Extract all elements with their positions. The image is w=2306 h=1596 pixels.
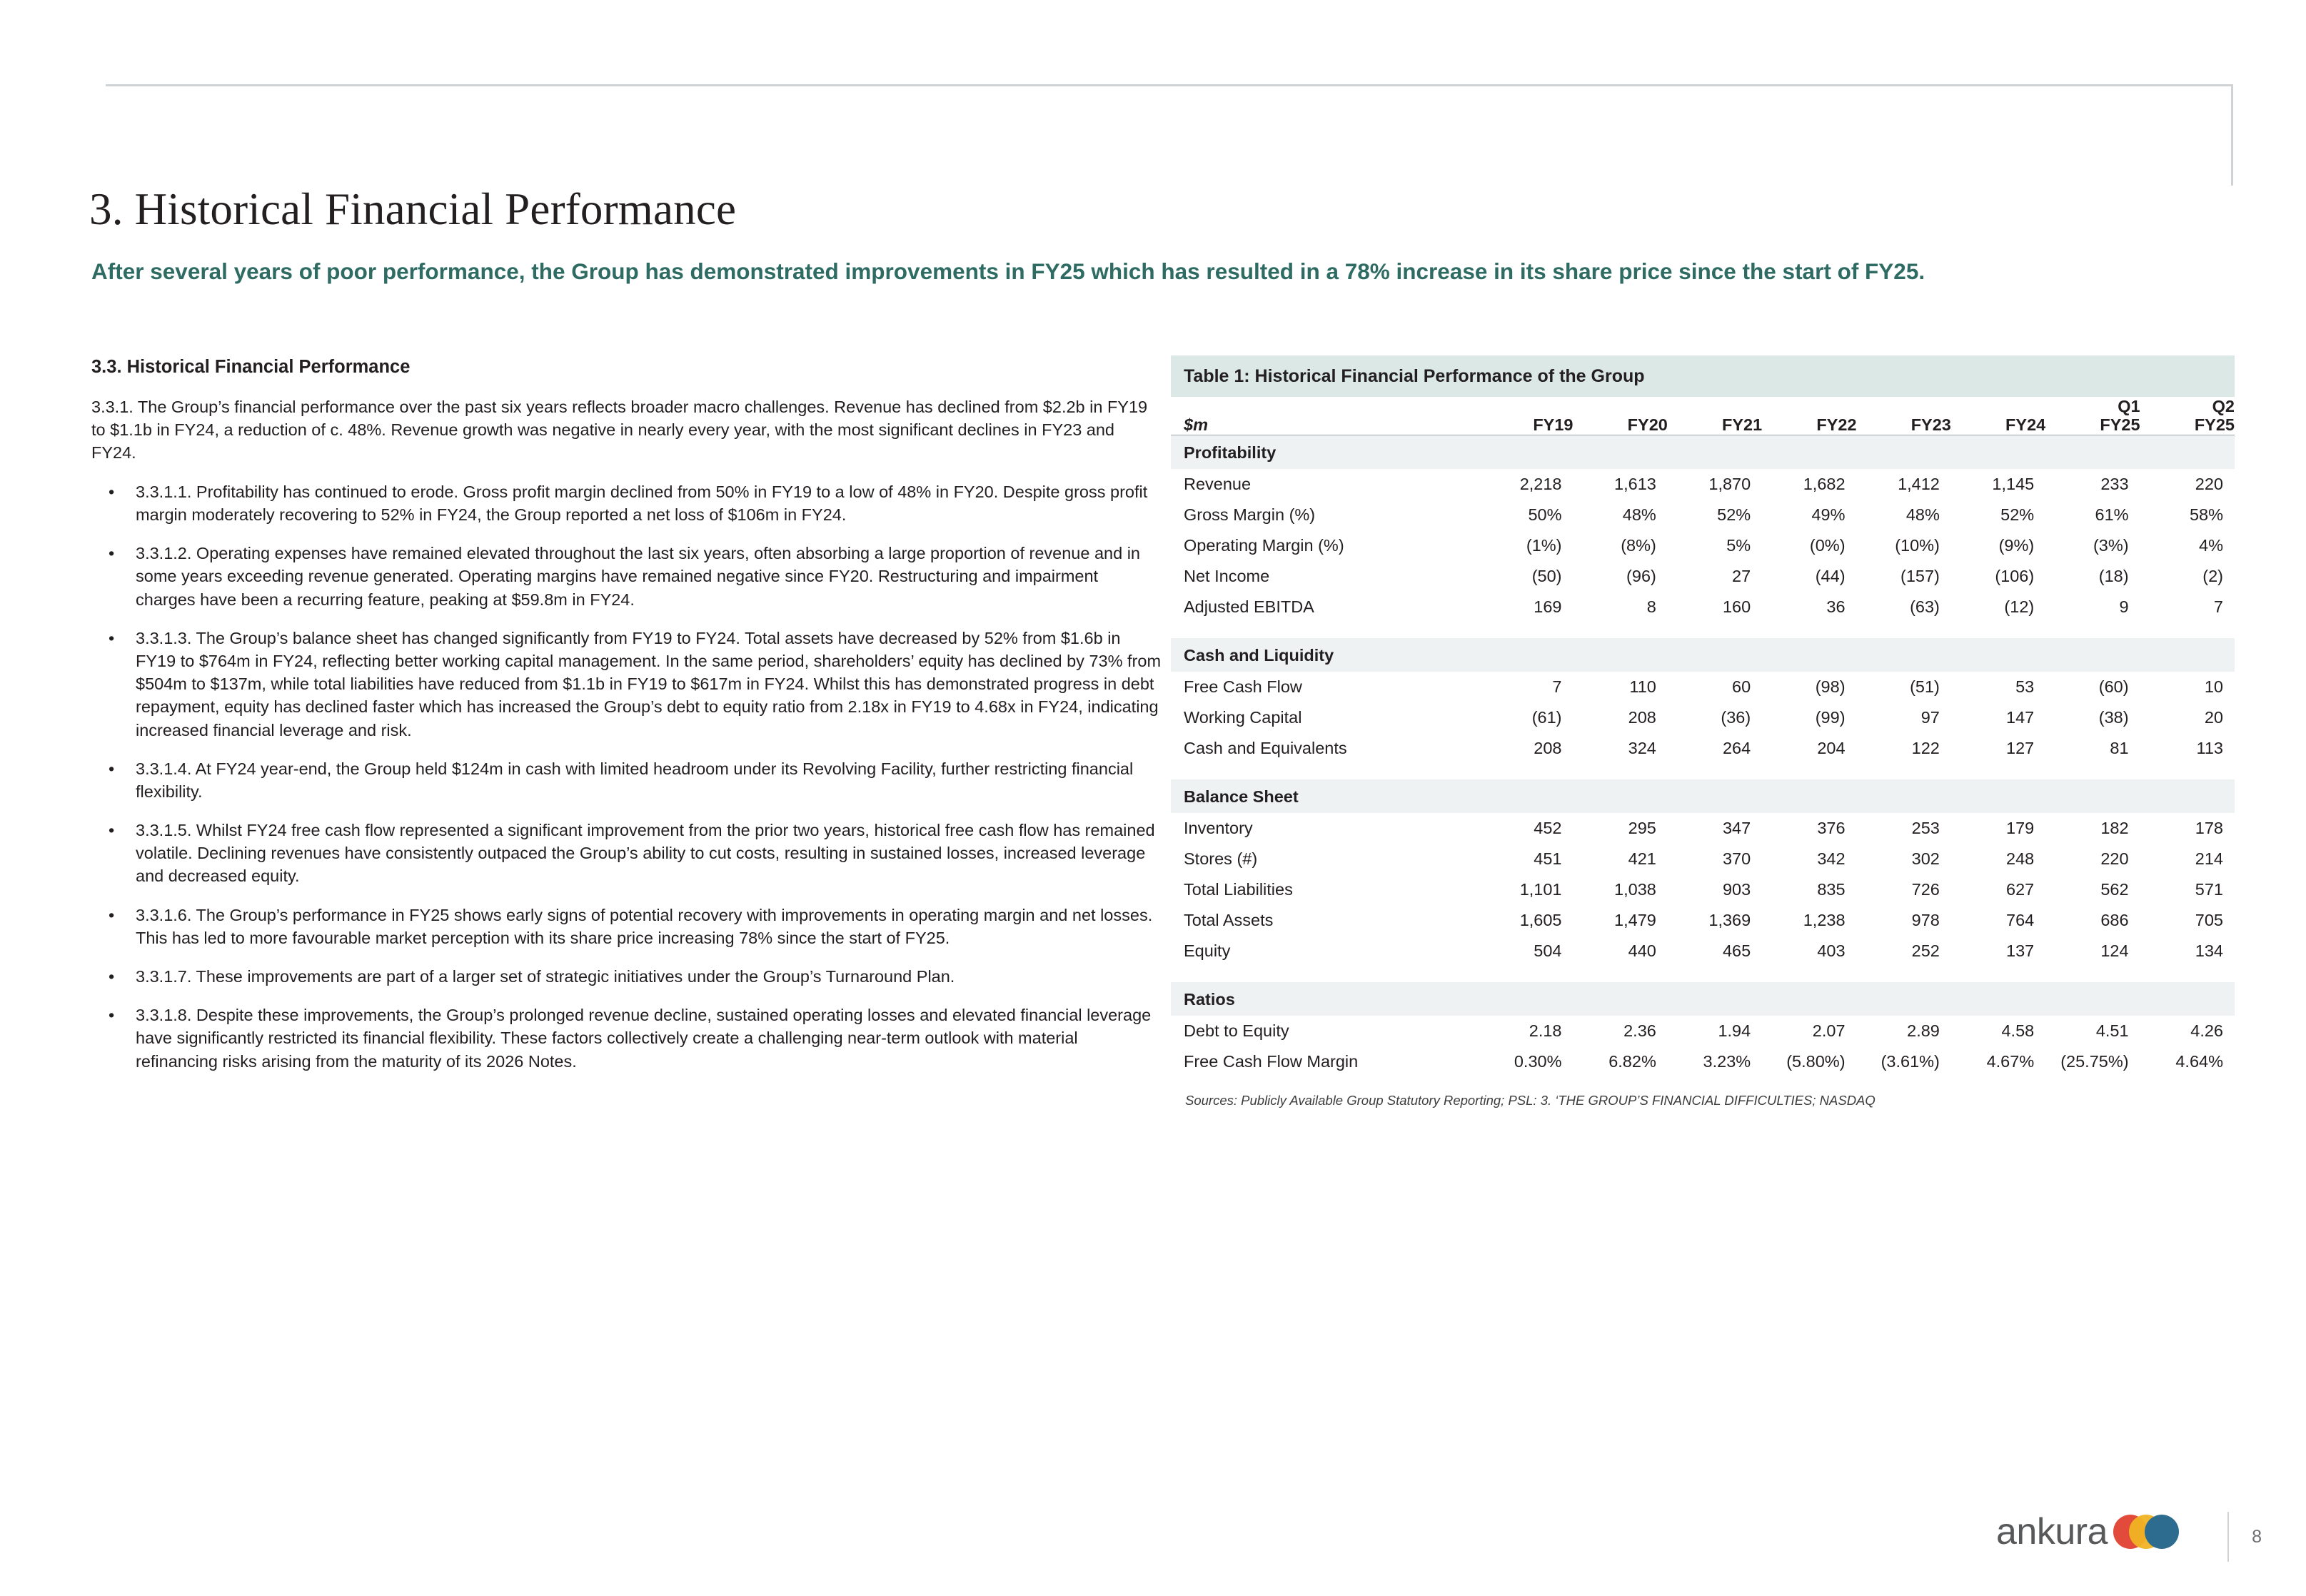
- cell: 53: [2015, 677, 2035, 696]
- cell: 182: [2100, 818, 2129, 837]
- cell: (60): [2098, 677, 2129, 696]
- cell: 36: [1826, 597, 1846, 616]
- cell: 5%: [1726, 535, 1751, 555]
- cell: 764: [2006, 910, 2035, 929]
- cell: (18): [2098, 566, 2129, 585]
- table-spacer: [1171, 966, 2235, 982]
- page-title: 3. Historical Financial Performance: [89, 184, 737, 235]
- row-label: Operating Margin (%): [1184, 535, 1344, 555]
- cell: (106): [1995, 566, 2035, 585]
- section-label: Ratios: [1171, 982, 1479, 1016]
- column-header-fy19: FY19: [1479, 397, 1573, 435]
- cell: 0.30%: [1514, 1051, 1562, 1071]
- cell: 376: [1817, 818, 1846, 837]
- list-item: • 3.3.1.8. Despite these improvements, the Group’s prolonged revenue decline, sustained operating losses and elevated financial leverage have significantly restricted its financial flexibility. These factors collectively create a challenging near-term outlook with material refinancing risks arising from the maturity of its 2026 Notes.: [91, 1004, 1162, 1073]
- table-title: Table 1: Historical Financial Performance of the Group: [1171, 355, 2235, 397]
- cell: 8: [1646, 597, 1656, 616]
- column-header-q1fy25: Q1 FY25: [2045, 397, 2140, 435]
- column-header-fy21: FY21: [1668, 397, 1762, 435]
- cell: 233: [2100, 474, 2129, 493]
- page-number: 8: [2252, 1527, 2262, 1547]
- cell: (98): [1815, 677, 1846, 696]
- table-row: [1171, 874, 2235, 905]
- logo-dots-icon: [2113, 1513, 2179, 1550]
- cell: 1,613: [1614, 474, 1656, 493]
- table-row: [1171, 702, 2235, 733]
- list-item: • 3.3.1.3. The Group’s balance sheet has changed significantly from FY19 to FY24. Total assets have decreased by 52% from $1.6b in FY19 to $764m in FY24, reflecting better working capital management. In the same period, shareholders’ equity has declined by 73% from $504m to $137m, while total liabilities have reduced from $1.1b in FY19 to $617m in FY24. Whilst this has demonstrated progress in debt repayment, equity has declined faster which has increased the Group’s debt to equity ratio from 2.18x in FY19 to 4.68x in FY24, indicating increased financial leverage and risk.: [91, 627, 1162, 742]
- cell: (12): [2004, 597, 2035, 616]
- section-fill: [1479, 982, 2235, 1016]
- cell: 97: [1920, 707, 1940, 727]
- cell: 4.67%: [1986, 1051, 2035, 1071]
- table-row: [1171, 905, 2235, 936]
- cell: (44): [1815, 566, 1846, 585]
- cell: 264: [1722, 738, 1751, 757]
- cell: (0%): [1809, 535, 1846, 555]
- list-item: • 3.3.1.5. Whilst FY24 free cash flow represented a significant improvement from the prior two years, historical free cash flow has remained volatile. Declining revenues have consistently outpaced the Group’s ability to cut costs, resulting in sustained losses, increased leverage and decreased equity.: [91, 819, 1162, 888]
- cell: 214: [2195, 849, 2223, 868]
- cell: (63): [1910, 597, 1940, 616]
- cell: (8%): [1621, 535, 1656, 555]
- cell: 4%: [2199, 535, 2223, 555]
- column-header-fy24: FY24: [1951, 397, 2045, 435]
- section-label: Balance Sheet: [1171, 779, 1479, 813]
- cell: 7: [2213, 597, 2223, 616]
- ankura-logo: [1996, 1510, 2179, 1553]
- cell: (99): [1815, 707, 1846, 727]
- cell: 295: [1628, 818, 1656, 837]
- cell: (38): [2098, 707, 2129, 727]
- cell: 347: [1722, 818, 1751, 837]
- cell: 452: [1534, 818, 1562, 837]
- row-label: Total Assets: [1184, 910, 1274, 929]
- cell: 137: [2006, 941, 2035, 960]
- list-item: • 3.3.1.6. The Group’s performance in FY25 shows early signs of potential recovery with improvements in operating margin and net losses. This has led to more favourable market perception with its share price increasing 78% since the start of FY25.: [91, 904, 1162, 949]
- table-section-header: [1171, 982, 2235, 1016]
- cell: (36): [1721, 707, 1751, 727]
- cell: (5.80%): [1786, 1051, 1846, 1071]
- row-label: Net Income: [1184, 566, 1270, 585]
- cell: 9: [2119, 597, 2129, 616]
- cell: (1%): [1526, 535, 1562, 555]
- cell: (51): [1910, 677, 1940, 696]
- cell: 2.07: [1812, 1021, 1846, 1040]
- cell: 1,145: [1992, 474, 2035, 493]
- cell: 1,870: [1708, 474, 1751, 493]
- list-item: • 3.3.1.4. At FY24 year-end, the Group held $124m in cash with limited headroom under its Revolving Facility, further restricting financial flexibility.: [91, 757, 1162, 803]
- cell: 1,038: [1614, 879, 1656, 899]
- table-spacer: [1171, 764, 2235, 779]
- cell: 465: [1722, 941, 1751, 960]
- cell: 6.82%: [1608, 1051, 1656, 1071]
- cell: 451: [1534, 849, 1562, 868]
- cell: (50): [1531, 566, 1562, 585]
- cell: (3%): [2093, 535, 2129, 555]
- cell: 4.51: [2095, 1021, 2129, 1040]
- cell: 220: [2195, 474, 2223, 493]
- header-rule-vertical: [2231, 84, 2233, 186]
- cell: 50%: [1528, 505, 1562, 524]
- cell: (96): [1626, 566, 1656, 585]
- cell: 2.89: [1907, 1021, 1940, 1040]
- cell: 58%: [2189, 505, 2223, 524]
- cell: 122: [1911, 738, 1940, 757]
- table-header-row: [1171, 397, 2235, 435]
- cell: 127: [2006, 738, 2035, 757]
- list-item: • 3.3.1.2. Operating expenses have remained elevated throughout the last six years, often absorbing a large proportion of revenue and in some years exceeding revenue generated. Operating margins have remained negative since FY20. Restructuring and impairment charges have been a recurring feature, peaking at $59.8m in FY24.: [91, 542, 1162, 611]
- row-label: Free Cash Flow: [1184, 677, 1302, 696]
- row-label: Stores (#): [1184, 849, 1258, 868]
- cell: (61): [1531, 707, 1562, 727]
- table-row: [1171, 530, 2235, 561]
- financial-table-panel: [1171, 355, 2235, 1108]
- cell: 440: [1628, 941, 1656, 960]
- table-section-header: [1171, 779, 2235, 813]
- cell: 1,682: [1803, 474, 1846, 493]
- section-fill: [1479, 638, 2235, 672]
- cell: 686: [2100, 910, 2129, 929]
- table-row: [1171, 733, 2235, 764]
- table-section-header: [1171, 435, 2235, 469]
- cell: 52%: [2000, 505, 2035, 524]
- cell: 27: [1732, 566, 1751, 585]
- table-row: [1171, 592, 2235, 622]
- cell: 178: [2195, 818, 2223, 837]
- cell: 4.58: [2001, 1021, 2035, 1040]
- column-header-fy23: FY23: [1857, 397, 1951, 435]
- cell: 2,218: [1519, 474, 1562, 493]
- row-label: Cash and Equivalents: [1184, 738, 1347, 757]
- table-row: [1171, 469, 2235, 500]
- cell: 220: [2100, 849, 2129, 868]
- column-header-q2fy25: Q2 FY25: [2140, 397, 2235, 435]
- cell: 179: [2006, 818, 2035, 837]
- intro-paragraph: 3.3.1. The Group’s financial performance over the past six years reflects broader macro challenges. Revenue has declined from $2.2b in FY19 to $1.1b in FY24, a reduction of c. 48%. Revenue growth was negative in nearly every year, with the most significant declines in FY23 and FY24.: [91, 398, 1148, 462]
- cell: 627: [2006, 879, 2035, 899]
- section-label: Profitability: [1171, 435, 1479, 469]
- row-label: Gross Margin (%): [1184, 505, 1316, 524]
- cell: 562: [2100, 879, 2129, 899]
- cell: 60: [1732, 677, 1751, 696]
- cell: 403: [1817, 941, 1846, 960]
- cell: 1,238: [1803, 910, 1846, 929]
- cell: 49%: [1811, 505, 1846, 524]
- cell: (25.75%): [2060, 1051, 2129, 1071]
- cell: 253: [1911, 818, 1940, 837]
- cell: 160: [1722, 597, 1751, 616]
- cell: 134: [2195, 941, 2223, 960]
- cell: (10%): [1895, 535, 1940, 555]
- table-row: [1171, 1016, 2235, 1046]
- cell: 302: [1911, 849, 1940, 868]
- cell: 903: [1722, 879, 1751, 899]
- row-label: Adjusted EBITDA: [1184, 597, 1314, 616]
- cell: 726: [1911, 879, 1940, 899]
- cell: 3.23%: [1703, 1051, 1751, 1071]
- row-label: Inventory: [1184, 818, 1253, 837]
- cell: 342: [1817, 849, 1846, 868]
- section-fill: [1479, 435, 2235, 469]
- list-item: • 3.3.1.7. These improvements are part of a larger set of strategic initiatives under the Group’s Turnaround Plan.: [91, 965, 1162, 988]
- cell: (9%): [1998, 535, 2035, 555]
- page-subtitle: After several years of poor performance, the Group has demonstrated improvements in FY25 which has resulted in a 78% increase in its share price since the start of FY25.: [91, 258, 1925, 284]
- cell: 1,605: [1519, 910, 1562, 929]
- cell: 1.94: [1718, 1021, 1751, 1040]
- cell: 978: [1911, 910, 1940, 929]
- table-row: [1171, 500, 2235, 530]
- footer-divider: [2227, 1512, 2229, 1562]
- cell: 48%: [1622, 505, 1656, 524]
- cell: 81: [2110, 738, 2129, 757]
- row-label: Free Cash Flow Margin: [1184, 1051, 1359, 1071]
- bullet-list: [91, 480, 1162, 1073]
- logo-wordmark: ankura: [1996, 1511, 2108, 1552]
- cell: 252: [1911, 941, 1940, 960]
- table-row: [1171, 1046, 2235, 1077]
- cell: (2): [2202, 566, 2223, 585]
- column-header-fy20: FY20: [1574, 397, 1668, 435]
- column-header-fy22: FY22: [1762, 397, 1856, 435]
- table-row: [1171, 813, 2235, 844]
- cell: 370: [1722, 849, 1751, 868]
- cell: 48%: [1905, 505, 1940, 524]
- cell: 61%: [2095, 505, 2129, 524]
- row-label: Total Liabilities: [1184, 879, 1293, 899]
- cell: 1,101: [1519, 879, 1562, 899]
- cell: 10: [2204, 677, 2223, 696]
- cell: 2.36: [1623, 1021, 1656, 1040]
- table-row: [1171, 561, 2235, 592]
- cell: 248: [2006, 849, 2035, 868]
- table-row: [1171, 936, 2235, 966]
- section-fill: [1479, 779, 2235, 813]
- table-row: [1171, 844, 2235, 874]
- cell: 7: [1552, 677, 1562, 696]
- financial-table: [1171, 397, 2235, 1077]
- table-unit-label: $m: [1171, 397, 1479, 435]
- cell: (157): [1900, 566, 1940, 585]
- cell: 208: [1628, 707, 1656, 727]
- cell: 1,369: [1708, 910, 1751, 929]
- cell: 204: [1817, 738, 1846, 757]
- table-section-header: [1171, 638, 2235, 672]
- row-label: Working Capital: [1184, 707, 1302, 727]
- cell: 4.26: [2190, 1021, 2223, 1040]
- cell: 169: [1534, 597, 1562, 616]
- cell: 705: [2195, 910, 2223, 929]
- cell: 2.18: [1529, 1021, 1562, 1040]
- table-row: [1171, 672, 2235, 702]
- cell: 571: [2195, 879, 2223, 899]
- cell: 421: [1628, 849, 1656, 868]
- cell: 504: [1534, 941, 1562, 960]
- cell: 835: [1817, 879, 1846, 899]
- cell: 124: [2100, 941, 2129, 960]
- left-content-column: [91, 357, 1162, 1089]
- cell: 110: [1629, 677, 1656, 696]
- cell: 147: [2006, 707, 2035, 727]
- cell: 208: [1534, 738, 1562, 757]
- header-rule: [106, 84, 2233, 86]
- cell: 1,412: [1898, 474, 1940, 493]
- cell: 20: [2204, 707, 2223, 727]
- list-item: • 3.3.1.1. Profitability has continued to erode. Gross profit margin declined from 50% in FY19 to a low of 48% in FY20. Despite gross profit margin moderately recovering to 52% in FY24, the Group reported a net loss of $106m in FY24.: [91, 480, 1162, 526]
- cell: 52%: [1717, 505, 1751, 524]
- cell: 113: [2196, 738, 2223, 757]
- row-label: Debt to Equity: [1184, 1021, 1289, 1040]
- row-label: Equity: [1184, 941, 1231, 960]
- cell: 1,479: [1614, 910, 1656, 929]
- row-label: Revenue: [1184, 474, 1252, 493]
- section-label: Cash and Liquidity: [1171, 638, 1479, 672]
- table-source-note: Sources: Publicly Available Group Statutory Reporting; PSL: 3. ‘THE GROUP’S FINANCIAL DIFFICULTIES; NASDAQ: [1185, 1092, 1875, 1108]
- cell: 324: [1628, 738, 1656, 757]
- cell: (3.61%): [1880, 1051, 1940, 1071]
- table-spacer: [1171, 622, 2235, 638]
- section-heading: 3.3. Historical Financial Performance: [91, 357, 411, 377]
- cell: 4.64%: [2175, 1051, 2223, 1071]
